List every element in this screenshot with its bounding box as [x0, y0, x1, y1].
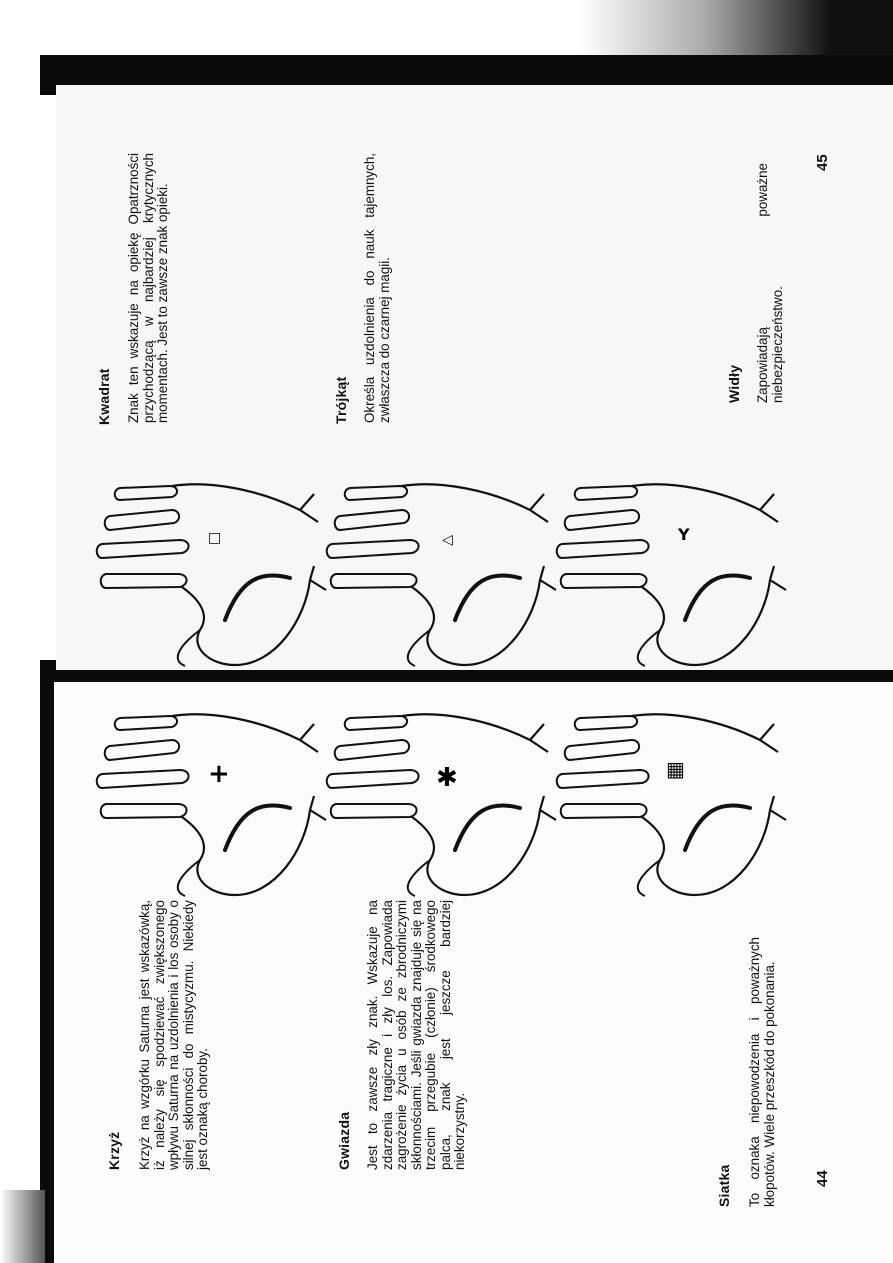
section-text-gwiazda: Jest to zawsze zły znak. Wskazuje na zdarzenia tragiczne i zły los. Zapowiada zagrożenie życia u osób ze zbrodniczymi skłonnościami. Jeśli gwiazda znajduje się na trzecim przegubie (członie) środkowego palca, znak jest jeszcze bardziej niekorzystny. [365, 900, 467, 1170]
section-title-trojkat: Trójkąt [333, 376, 349, 424]
hand-illustration-cross [100, 700, 330, 900]
section-title-widly: Widły [726, 364, 742, 403]
hand-illustration-fork [560, 470, 790, 670]
page-number: 44 [814, 1170, 831, 1187]
fork-mark-icon: Y [678, 525, 690, 544]
section-text-kwadrat: Znak ten wskazuje na opiekę Opatrzności przychodzącą w najbardziej krytycznych momentach. Jest to zawsze znak opieki. [126, 153, 170, 423]
square-mark-icon: □ [208, 530, 222, 546]
star-mark-icon: ✱ [436, 763, 458, 793]
section-title-gwiazda: Gwiazda [336, 1111, 352, 1170]
triangle-mark-icon: ◁ [442, 532, 453, 548]
section-text-krzyz: Krzyż na wzgórku Saturna jest wskazówką, iż należy się spodziewać zwiększonego wpływu Saturna na uzdolnienia i los osoby o silnej skłonności do mistycyzmu. Niekiedy jest oznaką choroby. [137, 900, 210, 1170]
scan-left-edge [40, 660, 54, 1263]
section-text-siatka: To oznaka niepowodzenia i poważnych kłopotów. Wiele przeszkód do pokonania. [747, 937, 777, 1207]
section-title-kwadrat: Kwadrat [96, 368, 112, 425]
hand-illustration-square [100, 470, 330, 670]
hand-illustration-grid [560, 700, 790, 900]
section-title-krzyz: Krzyż [106, 1131, 122, 1170]
section-title-siatka: Siatka [716, 1164, 732, 1207]
section-text-trojkat: Określa uzdolnienia do nauk tajemnych, zwłaszcza do czarnej magii. [362, 153, 392, 423]
grid-mark-icon: ▦ [666, 757, 685, 781]
scan-shadow-left [0, 1190, 45, 1263]
section-text-widly: Zapowiadają poważne niebezpieczeństwo. [755, 163, 785, 403]
hand-illustration-star [330, 700, 560, 900]
page-number: 45 [814, 154, 831, 171]
cross-mark-icon: + [208, 759, 230, 789]
hand-illustration-triangle [330, 470, 560, 670]
scan-shadow-top [580, 0, 893, 60]
